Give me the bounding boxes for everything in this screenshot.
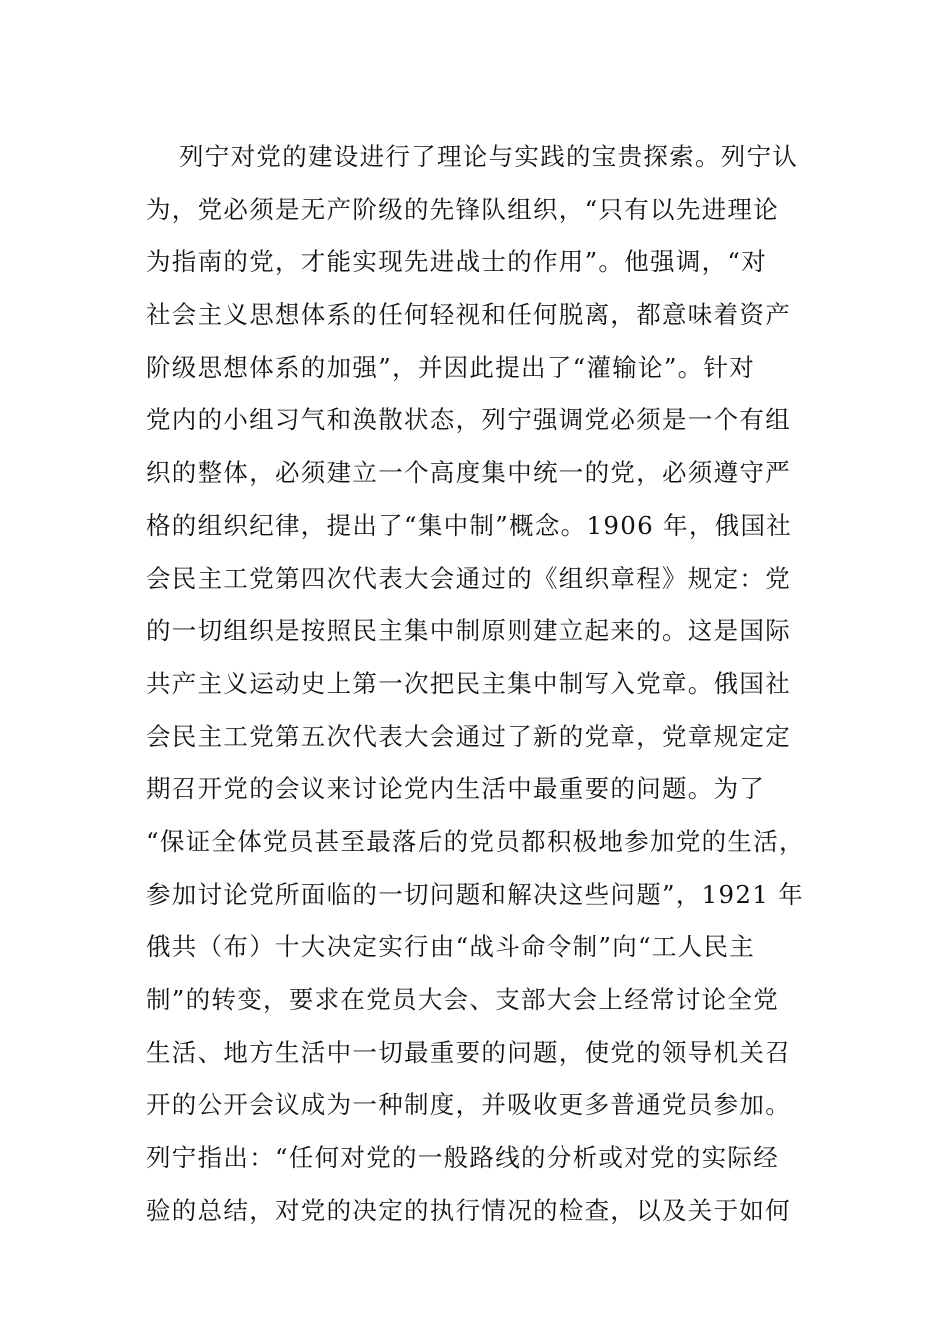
text-line: 开的公开会议成为一种制度，并吸收更多普通党员参加。 <box>146 1090 791 1120</box>
body-text <box>146 131 806 1237</box>
text-line: 阶级思想体系的加强”，并因此提出了“灌输论”。针对 <box>146 352 756 382</box>
text-line: 社会主义思想体系的任何轻视和任何脱离，都意味着资产 <box>146 300 791 330</box>
text-line: 验的总结，对党的决定的执行情况的检查，以及关于如何 <box>146 1195 791 1225</box>
text-line: 党内的小组习气和涣散状态，列宁强调党必须是一个有组 <box>146 405 791 435</box>
text-line: 织的整体，必须建立一个高度集中统一的党，必须遵守严 <box>146 458 791 488</box>
text-line: “保证全体党员甚至最落后的党员都积极地参加党的生活， <box>146 826 805 856</box>
text-line: 制”的转变，要求在党员大会、支部大会上经常讨论全党 <box>146 985 780 1014</box>
text-line: 共产主义运动史上第一次把民主集中制写入党章。俄国社 <box>146 668 791 698</box>
text-line: 会民主工党第四次代表大会通过的《组织章程》规定：党 <box>146 563 791 593</box>
text-line: 为指南的党，才能实现先进战士的作用”。他强调，“对 <box>146 247 768 277</box>
text-line: 格的组织纪律，提出了“集中制”概念。1906 年，俄国社 <box>146 510 793 540</box>
text-line: 列宁对党的建设进行了理论与实践的宝贵探索。列宁认 <box>179 142 799 171</box>
text-line: 的一切组织是按照民主集中制原则建立起来的。这是国际 <box>146 616 791 646</box>
text-line: 列宁指出：“任何对党的一般路线的分析或对党的实际经 <box>146 1143 780 1173</box>
text-line: 参加讨论党所面临的一切问题和解决这些问题”，1921 年 <box>146 879 805 909</box>
text-line: 为，党必须是无产阶级的先锋队组织，“只有以先进理论 <box>146 194 780 224</box>
text-line: 俄共（布）十大决定实行由“战斗命令制”向“工人民主 <box>146 932 756 962</box>
text-line: 生活、地方生活中一切最重要的问题，使党的领导机关召 <box>146 1037 791 1067</box>
text-line: 会民主工党第五次代表大会通过了新的党章，党章规定定 <box>146 721 791 751</box>
text-line: 期召开党的会议来讨论党内生活中最重要的问题。为了 <box>146 774 766 804</box>
